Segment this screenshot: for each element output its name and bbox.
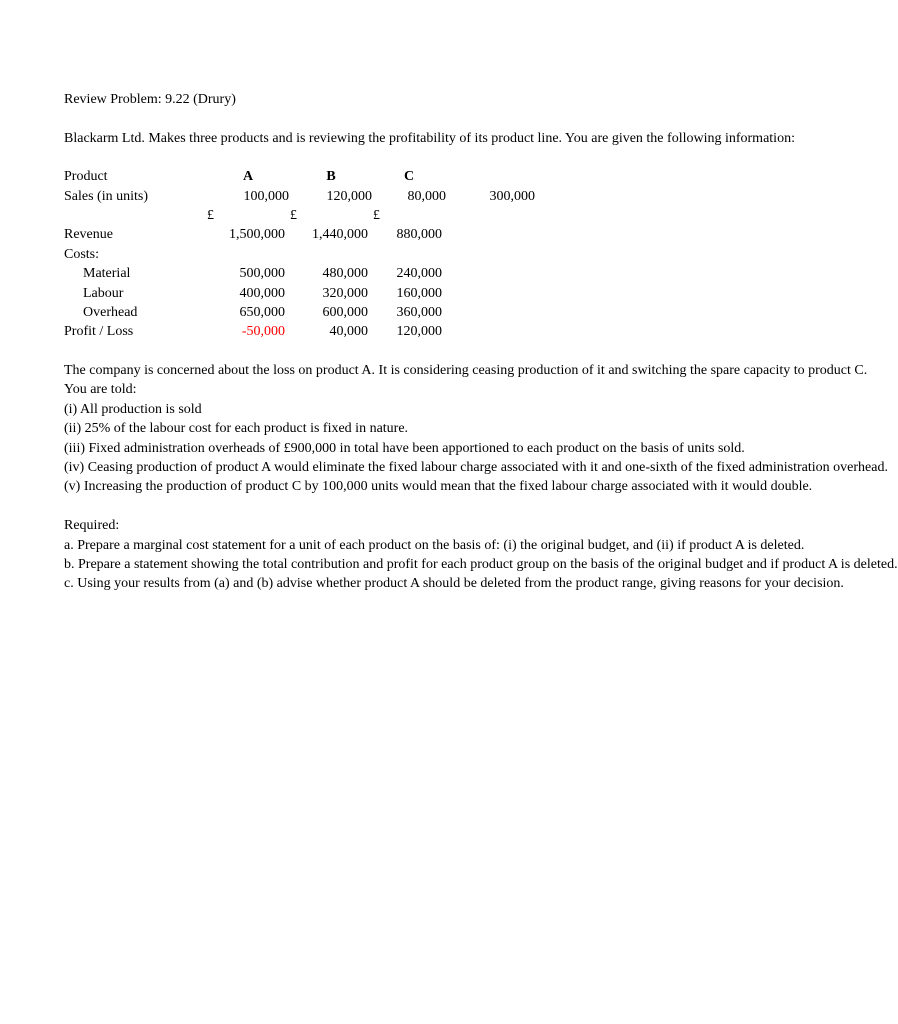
profit-label: Profit / Loss — [64, 324, 134, 339]
product-label: Product — [64, 169, 108, 184]
product-a-header: A — [242, 169, 254, 184]
told-text: You are told: — [64, 382, 137, 397]
condition-iv: (iv) Ceasing production of product A would eliminate the fixed labour charge associated with it and one-sixth of the fixed administration overhead. — [64, 460, 888, 475]
intro-text: Blackarm Ltd. Makes three products and is reviewing the profitability of its product line. You are given the following information: — [64, 131, 795, 146]
condition-i: (i) All production is sold — [64, 402, 202, 417]
material-c: 240,000 — [396, 266, 442, 281]
revenue-label: Revenue — [64, 227, 113, 242]
product-c-header: C — [403, 169, 415, 184]
concern-text: The company is concerned about the loss on product A. It is considering ceasing production of it and switching the spare capacity to product C. — [64, 363, 868, 378]
labour-a: 400,000 — [239, 286, 285, 301]
currency-a: £ — [207, 208, 214, 223]
sales-b: 120,000 — [326, 189, 372, 204]
condition-iii: (iii) Fixed administration overheads of £900,000 in total have been apportioned to each product on the basis of units sold. — [64, 441, 745, 456]
required-a: a. Prepare a marginal cost statement for a unit of each product on the basis of: (i) the original budget, and (ii) if product A is deleted. — [64, 538, 805, 553]
problem-title: Review Problem: 9.22 (Drury) — [64, 92, 236, 107]
material-a: 500,000 — [239, 266, 285, 281]
profit-c: 120,000 — [396, 324, 442, 339]
sales-total: 300,000 — [489, 189, 535, 204]
sales-c: 80,000 — [407, 189, 446, 204]
revenue-c: 880,000 — [396, 227, 442, 242]
material-label: Material — [83, 266, 131, 281]
overhead-b: 600,000 — [322, 305, 368, 320]
product-b-header: B — [326, 169, 336, 184]
condition-v: (v) Increasing the production of product C by 100,000 units would mean that the fixed labour charge associated with it would double. — [64, 479, 813, 494]
profit-a: -50,000 — [241, 324, 285, 339]
revenue-b: 1,440,000 — [312, 227, 368, 242]
currency-c: £ — [373, 208, 380, 223]
revenue-a: 1,500,000 — [229, 227, 285, 242]
labour-b: 320,000 — [322, 286, 368, 301]
required-label: Required: — [64, 518, 120, 533]
labour-label: Labour — [83, 286, 124, 301]
costs-label: Costs: — [64, 247, 100, 262]
currency-b: £ — [290, 208, 297, 223]
sales-a: 100,000 — [243, 189, 289, 204]
material-b: 480,000 — [322, 266, 368, 281]
sales-label: Sales (in units) — [64, 189, 148, 204]
condition-ii: (ii) 25% of the labour cost for each product is fixed in nature. — [64, 421, 409, 436]
required-b: b. Prepare a statement showing the total contribution and profit for each product group on the basis of the original budget and if product A is deleted. — [64, 557, 898, 572]
labour-c: 160,000 — [396, 286, 442, 301]
required-c: c. Using your results from (a) and (b) advise whether product A should be deleted from the product range, giving reasons for your decision. — [64, 576, 844, 591]
overhead-label: Overhead — [83, 305, 138, 320]
profit-b: 40,000 — [329, 324, 368, 339]
overhead-c: 360,000 — [396, 305, 442, 320]
overhead-a: 650,000 — [239, 305, 285, 320]
